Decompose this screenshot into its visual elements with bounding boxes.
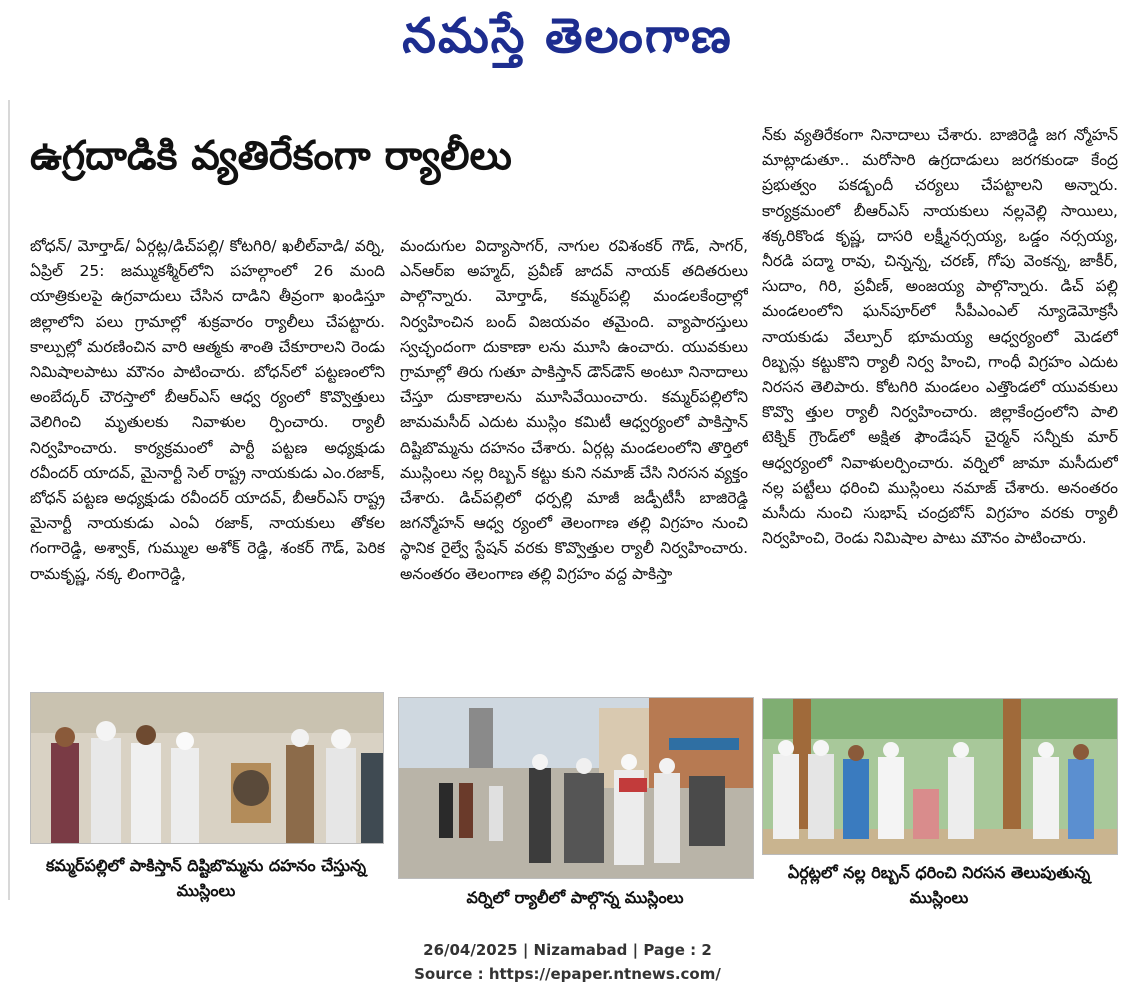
photo2-caption: వర్నిలో ర్యాలీలో పాల్గొన్న ముస్లింలు — [466, 888, 684, 907]
article-column-middle: మందుగుల విద్యాసాగర్, నాగుల రవిశంకర్ గౌడ్, సాగర్, ఎన్ఆర్ఐ అహ్మద్, ప్రవీణ్ జాదవ్ నాయక్ తదితరులు పాల్గొన్నారు. మోర్తాడ్, కమ్మర్‌పల్లి మండలకేంద్రాల్లో నిర్వహించిన బంద్ విజయవం తమైంది. వ్యాపారస్తులు స్వచ్ఛందంగా దుకాణా లను మూసి ఉంచారు. యువకులు గ్రామాల్లో తిరు గుతూ పాకిస్తాన్ డౌన్‌డౌన్ అంటూ నినాదాలు చేస్తూ దుకాణాలను మూసివేయించారు. కమ్మర్‌పల్లిలోని జామమసీద్ ఎదుట ముస్లిం కమిటీ ఆధ్వర్యంలో పాకిస్తాన్ దిష్టిబొమ్మను దహనం చేశారు. ఏర్గట్ల మండలంలోని తొర్తిలో ముస్లింలు నల్ల రిబ్బన్ కట్టు కుని నమాజ్ చేసి నిరసన వ్యక్తం చేశారు. డిచ్‌పల్లిలో ధర్పల్లి మాజీ జడ్పీటీసీ బాజిరెడ్డి జగన్మోహన్ ఆధ్వ ర్యంలో తెలంగాణ తల్లి విగ్రహం నుంచి స్థానిక రైల్వే స్టేషన్ వరకు కొవ్వొత్తుల ర్యాలీ నిర్వహించారు. అనంతరం తెలంగాణ తల్లి విగ్రహం వద్ద పాకిస్తా — [400, 237, 748, 583]
footer-date-edition: 26/04/2025 | Nizamabad | Page : 2 — [423, 941, 712, 959]
photo3-caption: ఏర్గట్లలో నల్ల రిబ్బన్ ధరించి నిరసన తెలుపుతున్న ముస్లింలు — [787, 863, 1091, 907]
photo-street-rally — [398, 697, 754, 879]
photo-group-mosque — [762, 698, 1118, 855]
photo1-caption: కమ్మర్‌పల్లిలో పాకిస్తాన్ దిష్టిబొమ్మను దహనం చేస్తున్న ముస్లింలు — [45, 856, 367, 900]
article-headline: ఉగ్రదాడికి వ్యతిరేకంగా ర్యాలీలు — [30, 133, 512, 179]
masthead — [0, 0, 1135, 80]
left-rule — [8, 100, 10, 900]
footer-source: Source : https://epaper.ntnews.com/ — [414, 965, 721, 983]
newspaper-title: నమస్తే తెలంగాణ — [402, 8, 733, 64]
photo-effigy-burning — [30, 692, 384, 844]
article-column-left: బోధన్/ మోర్తాడ్/ ఏర్గట్ల/డిచ్‌పల్లి/ కోటగిరి/ ఖలీల్‌వాడి/ వర్ని, ఏప్రిల్ 25: జమ్ముకశ్మీర్‌లోని పహల్గాంలో 26 మంది యాత్రికులపై ఉగ్రవాదులు చేసిన దాడిని తీవ్రంగా ఖండిస్తూ జిల్లాలోని పలు గ్రామాల్లో శుక్రవారం ర్యాలీలు చేపట్టారు. కాల్పుల్లో మరణించిన వారి ఆత్మకు శాంతి చేకూరాలని రెండు నిమిషాలపాటు మౌనం పాటించారు. బోధన్‌లో పట్టణంలోని అంబేద్కర్ చౌరస్తాలో బీఆర్‌ఎస్ ఆధ్వ ర్యంలో కొవ్వొత్తులు వెలిగించి మృతులకు నివాళుల ర్పించారు. ర్యాలీ నిర్వహించారు. కార్యక్రమంలో పార్టీ పట్టణ అధ్యక్షుడు రవీందర్ యాదవ్, మైనార్టీ సెల్ రాష్ట్ర నాయకుడు ఎం.రజాక్, బోధన్ పట్టణ అధ్యక్షుడు రవీందర్ యాదవ్, బీఆర్‌ఎస్ రాష్ట్ర మైనార్టీ నాయకుడు ఎంఏ రజాక్, నాయకులు తోకల గంగారెడ్డి, అశ్వాక్, గుమ్ముల అశోక్ రెడ్డి, శంకర్ గౌడ్, పెరిక రామకృష్ణ, నక్క లింగారెడ్డి, — [30, 237, 385, 583]
article-column-right: న్‌కు వ్యతిరేకంగా నినాదాలు చేశారు. బాజిరెడ్డి జగ న్మోహన్ మాట్లాడుతూ.. మరోసారి ఉగ్రదాడులు జరగకుండా కేంద్ర ప్రభుత్వం పకడ్బందీ చర్యలు చేపట్టాలని అన్నారు. కార్యక్రమంలో బీఆర్‌ఎస్ నాయకులు నల్లవెల్లి సాయిలు, శక్కరికొండ కృష్ణ, దాసరి లక్ష్మీనర్సయ్య, ఒడ్డం నర్సయ్య, నీరడి పద్మా రావు, చిన్నన్న, చరణ్, గోపు వెంకన్న, జాకీర్, సుదాం, గిరి, ప్రవీణ్, అంజయ్య పాల్గొన్నారు. డిచ్ పల్లి మండలంలోని ఘన్‌పూర్‌లో సీపీఎంఎల్ న్యూడెమోక్రసీ నాయకుడు వేల్పూర్ భూమయ్య ఆధ్వర్యంలో మెడలో రిబ్బన్లు కట్టుకొని ర్యాలీ నిర్వ హించి, గాంధీ విగ్రహం ఎదుట నిరసన తెలిపారు. కోటగిరి మండలం ఎత్తొండలో యువకులు కొవ్వొ త్తుల ర్యాలీ నిర్వహించారు. జిల్లాకేంద్రంలోని పాలి టెక్నిక్ గ్రౌండ్‌లో అక్షిత ఫౌండేషన్ చైర్మన్ సన్నీకు మార్ ఆధ్వర్యంలో నివాళులర్పించారు. వర్నిలో జామా మసీదులో నల్ల పట్టీలు ధరించి ముస్లింలు నమాజ్ చేశారు. అనంతరం మసీదు నుంచి సుభాష్ చంద్రబోస్ విగ్రహం వరకు ర్యాలీ నిర్వహించి, రెండు నిమిషాల పాటు మౌనం పాటించారు. — [762, 126, 1118, 548]
photo-effigy-image — [31, 693, 383, 843]
photo-mosque-image — [763, 699, 1117, 854]
photo-rally-image — [399, 698, 753, 878]
page-footer — [0, 938, 1135, 986]
